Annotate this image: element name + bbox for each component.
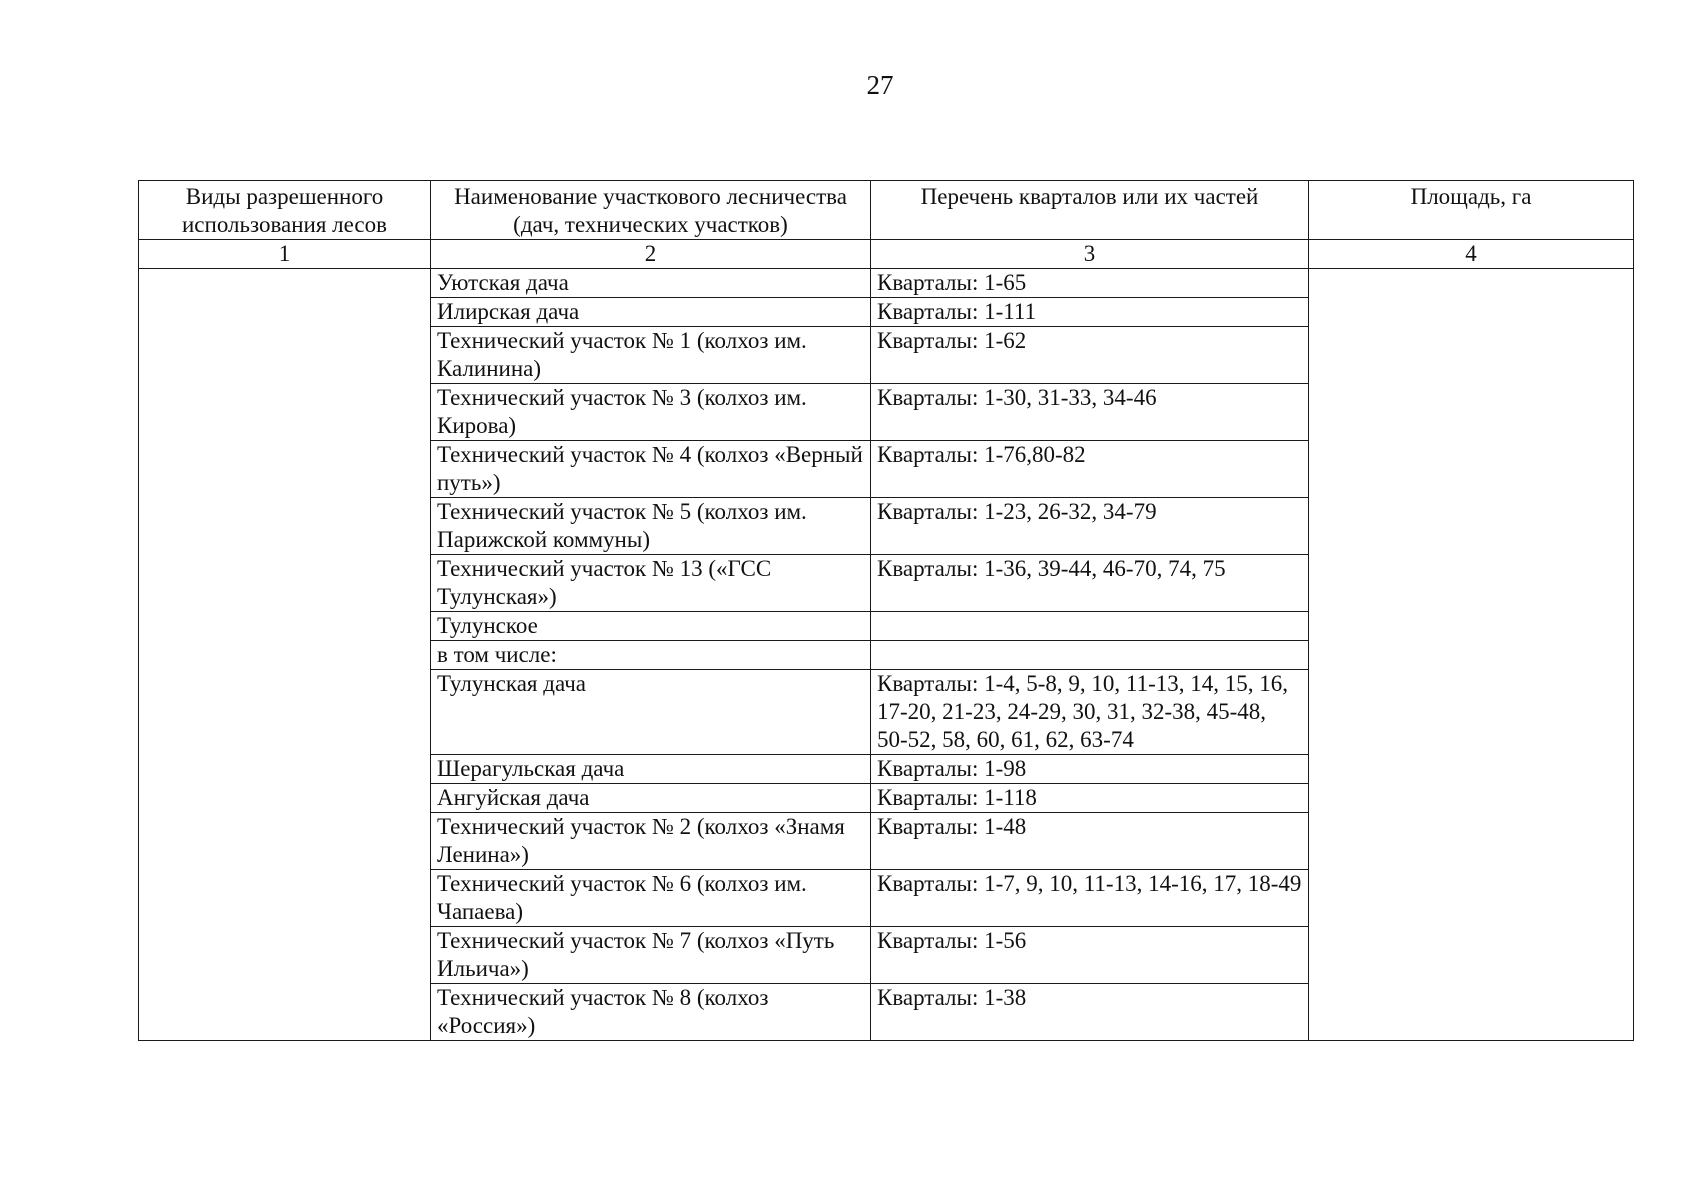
forestry-name-cell: Илирская дача <box>431 298 871 327</box>
header-forestry-name: Наименование участкового лесничества (дач, технических участков) <box>431 181 871 240</box>
forestry-name-cell: Тулунская дача <box>431 670 871 755</box>
use-type-cell <box>139 269 431 1041</box>
quarters-cell: Кварталы: 1-56 <box>871 927 1309 984</box>
quarters-cell <box>871 641 1309 670</box>
table-row <box>139 269 1634 298</box>
table-header-row <box>139 181 1634 240</box>
quarters-cell: Кварталы: 1-65 <box>871 269 1309 298</box>
forest-use-table <box>138 180 1634 1041</box>
header-quarters-list: Перечень кварталов или их частей <box>871 181 1309 240</box>
header-use-types: Виды разрешенного использования лесов <box>139 181 431 240</box>
forestry-name-cell: Технический участок № 5 (колхоз им. Парижской коммуны) <box>431 498 871 555</box>
quarters-cell: Кварталы: 1-4, 5-8, 9, 10, 11-13, 14, 15, 16, 17-20, 21-23, 24-29, 30, 31, 32-38, 45-48, 50-52, 58, 60, 61, 62, 63-74 <box>871 670 1309 755</box>
forestry-name-cell: Технический участок № 8 (колхоз «Россия») <box>431 984 871 1041</box>
table-body <box>139 269 1634 1041</box>
forestry-name-cell: Тулунское <box>431 612 871 641</box>
quarters-cell: Кварталы: 1-38 <box>871 984 1309 1041</box>
quarters-cell: Кварталы: 1-76,80-82 <box>871 441 1309 498</box>
forestry-name-cell: Ангуйская дача <box>431 784 871 813</box>
column-number-row <box>139 240 1634 269</box>
header-area: Площадь, га <box>1309 181 1634 240</box>
forestry-name-cell: Уютская дача <box>431 269 871 298</box>
forestry-name-cell: Технический участок № 4 (колхоз «Верный путь») <box>431 441 871 498</box>
forestry-name-cell: Технический участок № 1 (колхоз им. Калинина) <box>431 327 871 384</box>
column-number: 2 <box>431 240 871 269</box>
forestry-name-cell: Технический участок № 2 (колхоз «Знамя Ленина») <box>431 813 871 870</box>
quarters-cell: Кварталы: 1-7, 9, 10, 11-13, 14-16, 17, 18-49 <box>871 870 1309 927</box>
quarters-cell: Кварталы: 1-118 <box>871 784 1309 813</box>
column-number: 3 <box>871 240 1309 269</box>
area-cell <box>1309 269 1634 1041</box>
quarters-cell: Кварталы: 1-48 <box>871 813 1309 870</box>
forestry-name-cell: Технический участок № 3 (колхоз им. Кирова) <box>431 384 871 441</box>
page-number: 27 <box>866 70 894 100</box>
forestry-name-cell: Технический участок № 6 (колхоз им. Чапаева) <box>431 870 871 927</box>
column-number: 1 <box>139 240 431 269</box>
forestry-name-cell: Шерагульская дача <box>431 755 871 784</box>
quarters-cell <box>871 612 1309 641</box>
forestry-name-cell: Технический участок № 7 (колхоз «Путь Ильича») <box>431 927 871 984</box>
column-number: 4 <box>1309 240 1634 269</box>
quarters-cell: Кварталы: 1-111 <box>871 298 1309 327</box>
quarters-cell: Кварталы: 1-62 <box>871 327 1309 384</box>
quarters-cell: Кварталы: 1-98 <box>871 755 1309 784</box>
quarters-cell: Кварталы: 1-23, 26-32, 34-79 <box>871 498 1309 555</box>
forestry-name-cell: Технический участок № 13 («ГСС Тулунская») <box>431 555 871 612</box>
forestry-name-cell: в том числе: <box>431 641 871 670</box>
quarters-cell: Кварталы: 1-30, 31-33, 34-46 <box>871 384 1309 441</box>
quarters-cell: Кварталы: 1-36, 39-44, 46-70, 74, 75 <box>871 555 1309 612</box>
